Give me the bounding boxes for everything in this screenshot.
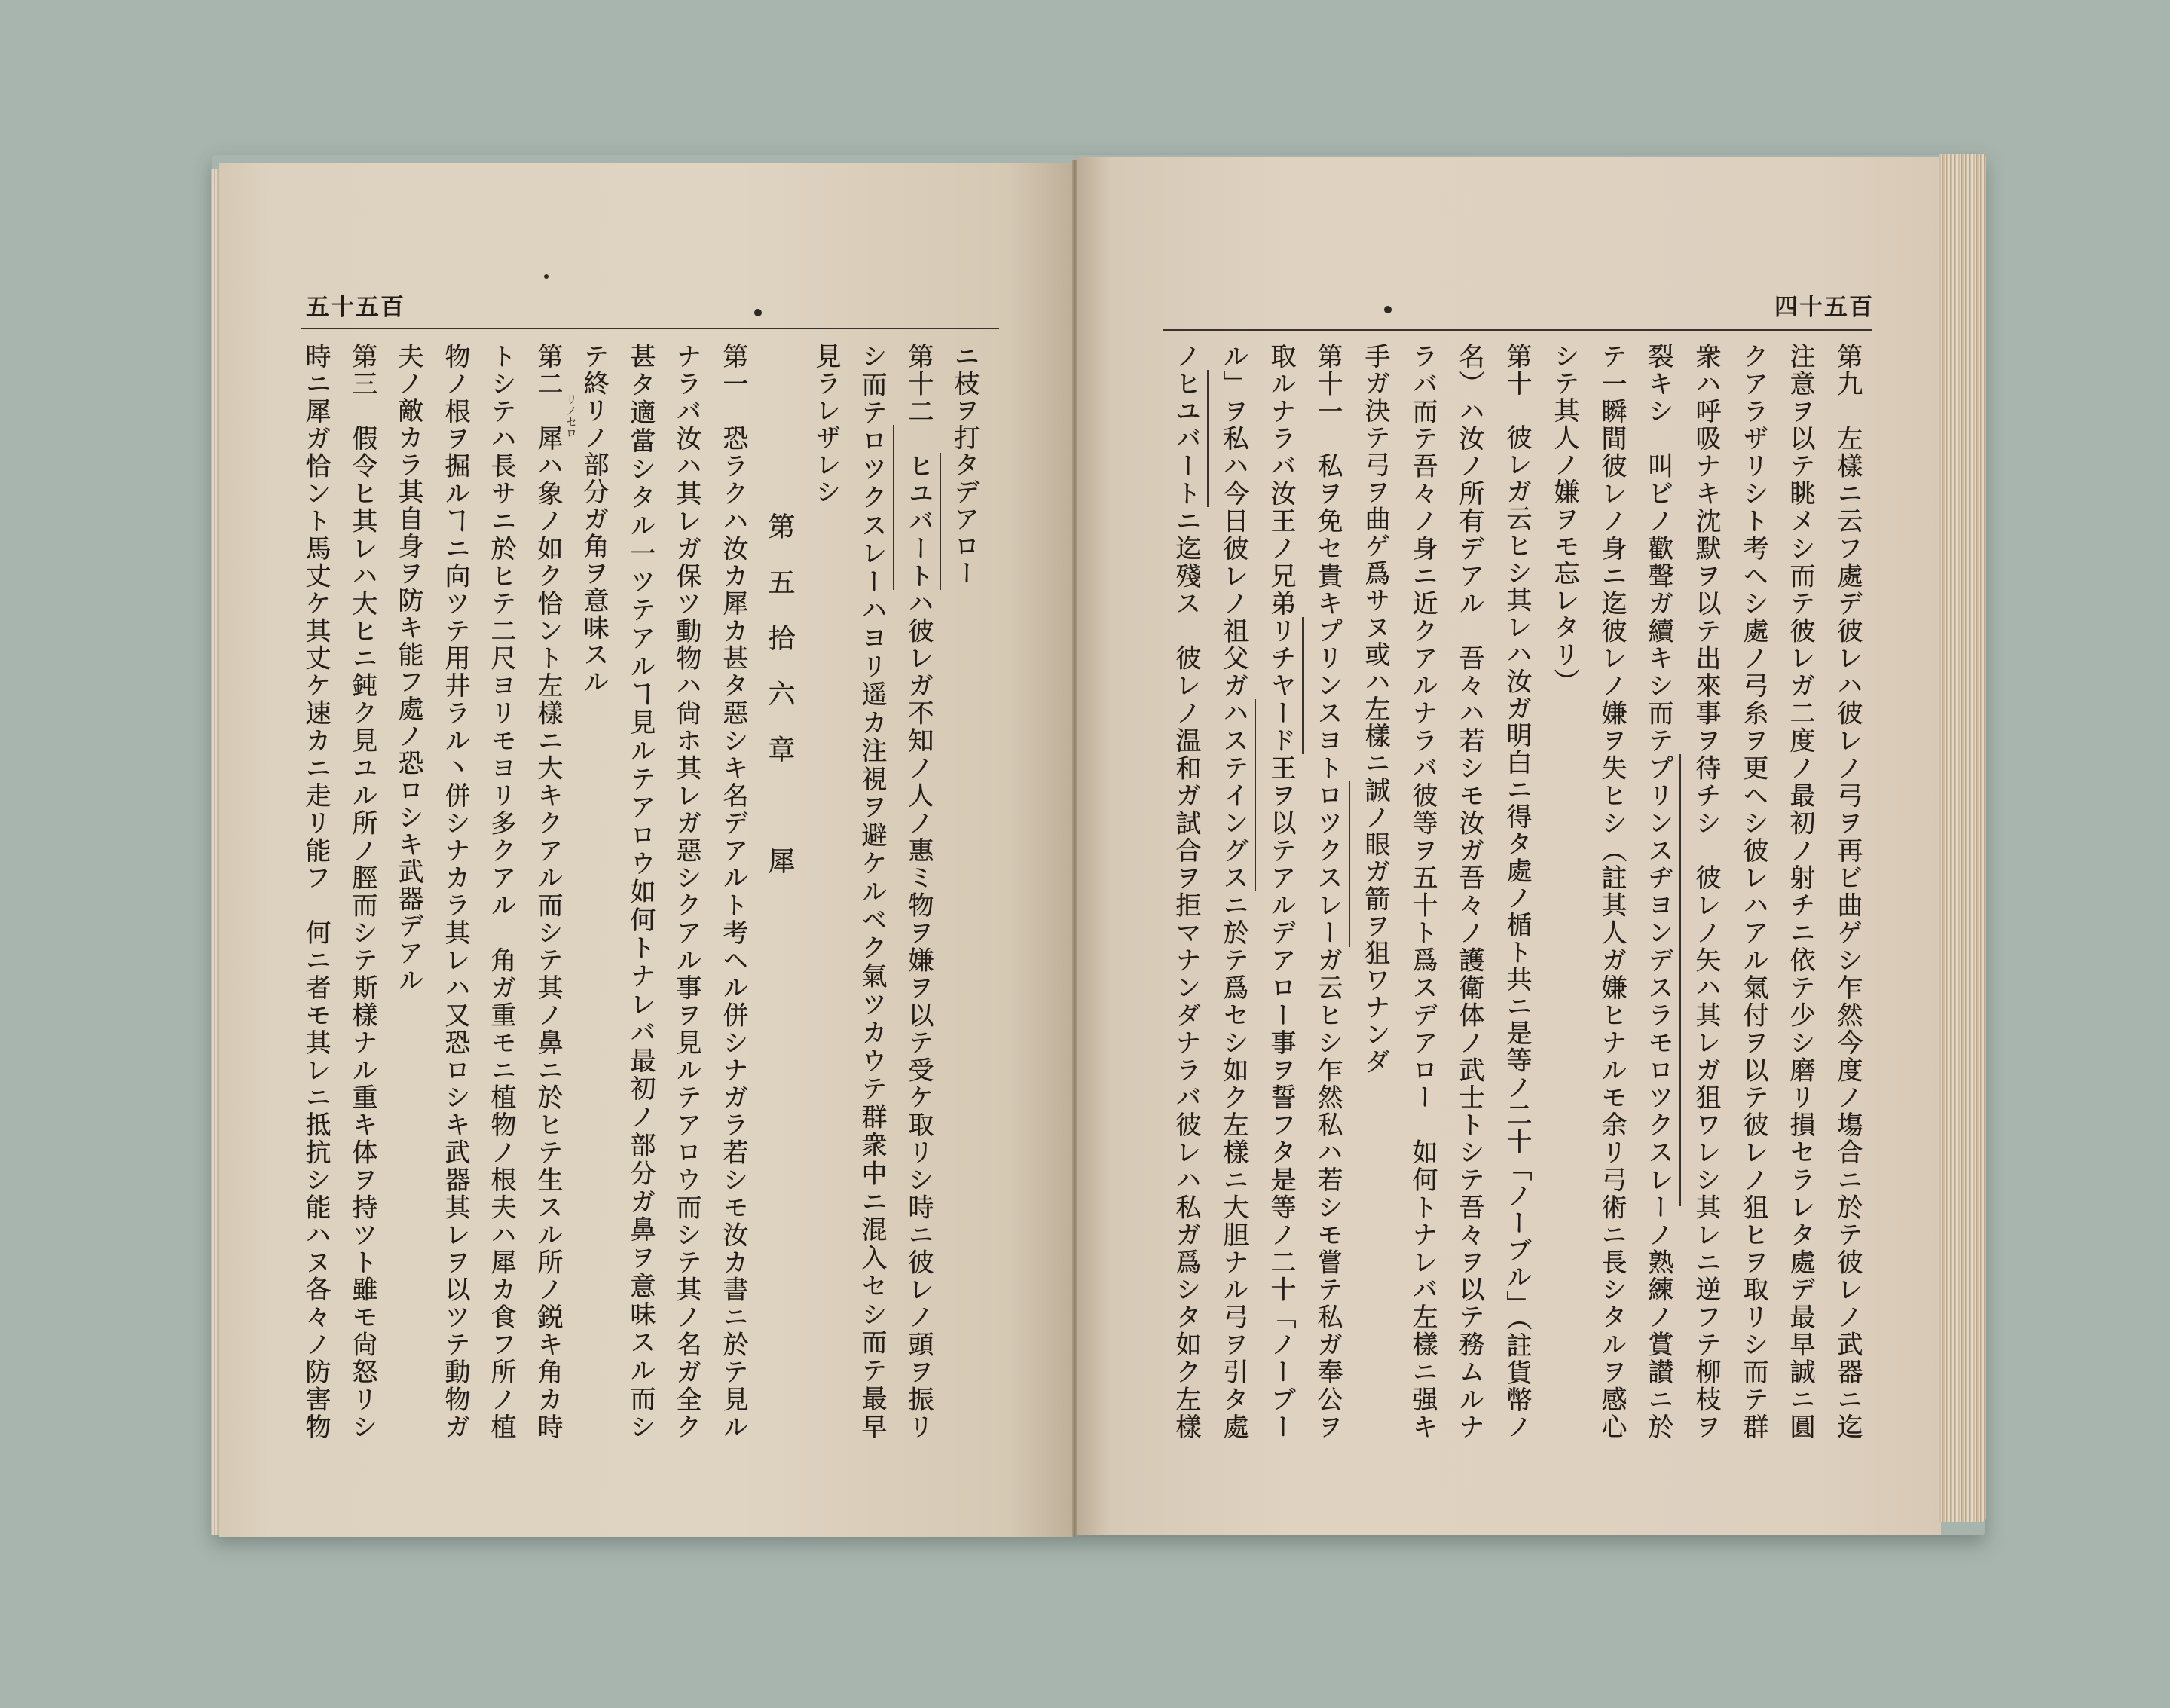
text-column: 夫ノ敵カラ其自身ヲ防キ能フ處ノ恐ロシキ武器デアル [393, 343, 423, 994]
header-rule-left [301, 328, 999, 329]
text-column: シ而テロツクスレーハヨリ遥カ注視ヲ避ケルベク氣ツカウテ群衆中ニ混入セシ而テ最早 [857, 343, 887, 1439]
text-column: 第一 恐ラクハ汝カ犀カ甚タ惡シキ名デアルト考ヘル併シナガラ若シモ汝カ書ニ於テ見ル [718, 343, 748, 1440]
header-rule-right [1163, 329, 1872, 331]
text-column: 衆ハ呼吸ナキ沈默ヲ以テ出來事ヲ待チシ 彼レノ矢ハ其レガ狙ワレシ其レニ逆フテ柳枝ヲ [1691, 343, 1721, 1439]
gutter-fold [1072, 160, 1077, 1537]
text-column: ナラバ汝ハ其レガ保ツ動物ハ尙ホ其レガ惡シクアル事ヲ見ルテアロウ而シテ其ノ名ガ全ク [671, 343, 701, 1440]
text-column: シテ其人ノ嫌ヲモ忘レタリ） [1549, 343, 1579, 695]
ruby-annotation: リノセロ [564, 393, 578, 438]
text-column: クアラザリシト考ヘシ處ノ弓糸ヲ更ヘシ彼レハアル氣付ヲ以テ彼レノ狙ヒヲ取リシ而テ群 [1738, 343, 1768, 1439]
text-column: 第十 彼レガ云ヒシ其レハ汝ガ明白ニ得タ處ノ楯ト共ニ是等ノ二十「ノーブル」（註貨幣ノ [1502, 343, 1532, 1440]
page-edges-right [1939, 154, 1986, 1522]
name-sideline [1207, 370, 1209, 507]
name-sideline [1255, 699, 1256, 891]
page-number-left: 五十五百 [306, 294, 405, 321]
text-column: 第三 假令ヒ其レハ大ヒニ鈍ク見ユル所ノ脛而シテ斯樣ナル重キ体ヲ持ツト雖モ尙怒リシ [347, 343, 377, 1440]
ink-dot [544, 274, 549, 279]
text-column: 時ニ犀ガ恰ント馬丈ケ其丈ケ速カニ走リ能フ 何ニ者モ其レニ抵抗シ能ハヌ各々ノ防害物 [301, 343, 331, 1440]
text-column: テ終リノ部分ガ角ヲ意味スル [579, 343, 609, 695]
text-column: ニ枝ヲ打タデアロー [949, 343, 980, 587]
text-column: ノヒユバートニ迄殘ス 彼レノ温和ガ試合ヲ拒マナンダナラバ彼レハ私ガ爲シタ如ク左樣 [1171, 343, 1201, 1440]
text-column: 甚タ適當シタル一ツテアルヿ見ルテアロウ如何トナレバ最初ノ部分ガ鼻ヲ意味スル而シ [625, 343, 656, 1440]
text-column: トシテハ長サニ於ヒテ二尺ヨリモヨリ多クアル 角ガ重モニ植物ノ根夫ハ犀カ食フ所ノ植 [486, 343, 516, 1440]
ink-dot [754, 309, 762, 316]
text-column: 物ノ根ヲ掘ルヿニ向ツテ用井ラル丶併シナカラ其レハ又恐ロシキ武器其レヲ以ツテ動物ガ [440, 343, 470, 1439]
name-sideline [940, 453, 941, 590]
text-column: 手ガ決テ弓ヲ曲ゲ爲サヌ或ハ左樣ニ誠ノ眼ガ箭ヲ狙ワナンダ [1360, 343, 1390, 1075]
text-column: テ一瞬間彼レノ身ニ迄彼レノ嫌ヲ失ヒシ（註其人ガ嫌ヒナルモ余リ弓術ニ長シタルヲ感心 [1597, 343, 1627, 1439]
text-column: 裂キシ 叫ビノ歡聲ガ續キシ而テプリンスヂヨンデスラモロツクスレーノ熟練ノ賞讃ニ於 [1643, 343, 1673, 1439]
text-column: 注意ヲ以テ眺メシ而テ彼レガ二度ノ最初ノ射チニ依テ少シ磨リ損セラレタ處デ最早誠ニ圓 [1785, 343, 1815, 1440]
name-sideline [893, 425, 894, 590]
text-column: ル」ヲ私ハ今日彼レノ祖父ガハステイングスニ於テ爲セシ如ク左樣ニ大胆ナル弓ヲ引タ處 [1218, 343, 1249, 1440]
ink-dot [1384, 306, 1392, 313]
page-number-right: 四十五百 [1774, 294, 1874, 321]
text-column: ラバ而テ吾々ノ身ニ近クアルナラバ彼等ヲ五十ト爲スデアロー 如何トナレバ左樣ニ强キ [1407, 343, 1438, 1439]
text-column: 第九 左樣ニ云フ處デ彼レハ彼レノ弓ヲ再ビ曲ゲシ乍然今度ノ塲合ニ於テ彼レノ武器ニ迄 [1832, 343, 1863, 1440]
name-sideline [1302, 617, 1304, 754]
text-column: 第十二 ヒユバートハ彼レガ不知ノ人ノ惠ミ物ヲ嫌ヲ以テ受ケ取リシ時ニ彼レノ頭ヲ振リ [903, 343, 934, 1440]
name-sideline [1679, 754, 1681, 1206]
name-sideline [1349, 781, 1350, 947]
chapter-heading: 第五拾六章 犀 [764, 512, 795, 903]
text-column: 第二 犀ハ象ノ如ク恰ント左樣ニ大キクアル而シテ其ノ鼻ニ於ヒテ生スル所ノ鋭キ角カ時 [533, 343, 563, 1440]
text-column: 名）ハ汝ノ所有デアル 吾々ハ若シモ汝ガ吾々ノ護衛体ノ武士トシテ吾々ヲ以テ務ムルナ [1454, 343, 1484, 1439]
text-column: 見ラレザレシ [811, 343, 841, 506]
text-column: 第十一 私ヲ免セ貴キプリンスヨトロツクスレーガ云ヒシ乍然私ハ若シモ嘗テ私ガ奉公ヲ [1313, 343, 1343, 1440]
text-column: 取ルナラバ汝王ノ兄弟リチヤード王ヲ以テアルデアロー事ヲ誓フタ是等ノ二十「ノーブー [1266, 343, 1296, 1440]
